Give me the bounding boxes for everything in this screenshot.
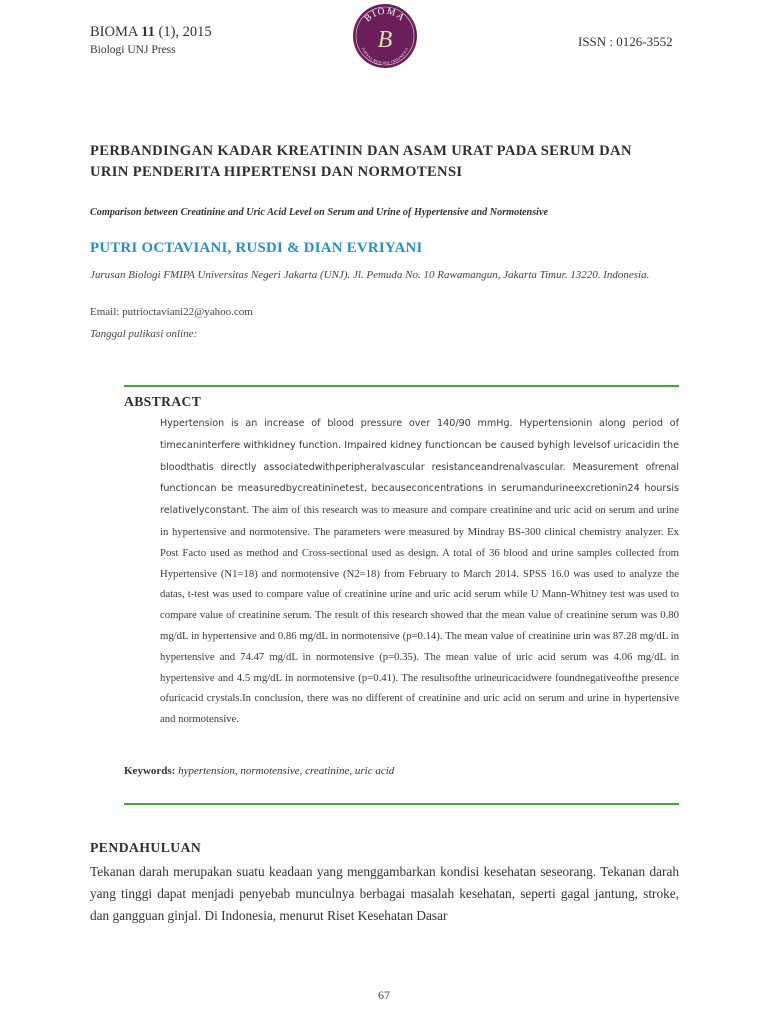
article-title-line-2: URIN PENDERITA HIPERTENSI DAN NORMOTENSI — [90, 164, 463, 180]
article-title-line-1: PERBANDINGAN KADAR KREATININ DAN ASAM URAT PADA SERUM DAN — [90, 143, 632, 159]
abstract-top-rule — [124, 385, 679, 387]
keywords-list: hypertension, normotensive, creatinine, uric acid — [178, 765, 395, 777]
keywords — [124, 765, 394, 777]
logo-ring-text: JURNAL BIOLOGI INDONESIA — [360, 46, 410, 66]
journal-name: BIOMA — [90, 24, 138, 40]
journal-citation — [90, 24, 212, 41]
issn: ISSN : 0126-3552 — [578, 34, 673, 49]
introduction-text: Tekanan darah merupakan suatu keadaan yang menggambarkan kondisi kesehatan seseorang. Tekanan darah yang tinggi dapat menjadi penyebab munculnya berbagai masalah kesehatan, seperti gagal jantung, stroke, dan gangguan ginjal. Di Indonesia, menurut Riset Kesehatan Dasar — [90, 864, 679, 923]
journal-logo — [352, 3, 418, 69]
keywords-label: Keywords: — [124, 765, 176, 777]
abstract-bottom-rule — [124, 803, 679, 805]
abstract-text-part-2: The aim of this research was to measure and compare creatinine and uric acid on serum and urine in hypertensive and normotensive. The parameters were measured by Mindray BS-300 clinical chemistry analyzer. Ex Post Facto used as method and Cross-sectional used as design. A total of 36 blood and urine samples collected from Hypertensive (N1=18) and normotensive (N2=18) from February to March 2014. SPSS 16.0 was used to analyze the datas, t-test was used to compare value of creatinine urine and uric acid serum while U Mann-Whitney test was used to compare value of creatinine serum. The result of this research showed that the mean value of creatinine serum was 0.80 mg/dL in hypertensive and 0.86 mg/dL in normotensive (p=0.14). The mean value of creatinine urin was 87.28 mg/dL in hypertensive and 74.47 mg/dL in normotensive (p=0.35). The mean value of uric acid serum was 4.06 mg/dL in hypertensive and 4.5 mg/dL in normotensive (p=0.41). The resultsofthe urineuricacidwere foundnegativeofthe presence ofuricacid crystals.In conclusion, there was no different of creatinine and uric acid on serum and urine in hypertensive and normotensive. — [160, 504, 679, 726]
publisher: Biologi UNJ Press — [90, 44, 176, 56]
introduction-heading: PENDAHULUAN — [90, 840, 202, 855]
logo-letter: B — [377, 27, 393, 53]
authors: PUTRI OCTAVIANI, RUSDI & DIAN EVRIYANI — [90, 240, 423, 256]
page-number: 67 — [378, 988, 390, 1002]
affiliation: Jurusan Biologi FMIPA Universitas Negeri Jakarta (UNJ). Jl. Pemuda No. 10 Rawamangun, Jakarta Timur. 13220. Indonesia. — [90, 269, 650, 281]
author-email[interactable]: Email: putrioctaviani22@yahoo.com — [90, 306, 253, 318]
abstract-heading: ABSTRACT — [124, 394, 202, 409]
abstract-text-part-1: Hypertension is an increase of blood pressure over 140/90 mmHg. Hypertensionin along period of timecaninterfere withkidney function. Impaired kidney functioncan be caused byhigh levelsof uricacidin the bloodthatis directly associatedwithperipheralvascular resistanceandrenalvascular. Measurement ofrenal functioncan be measuredbycreatininetest, becauseconcentrations in serumandurineexcretionin24 hoursis relativelyconstant. — [160, 418, 679, 517]
publication-date: Tanggal pulikasi online: — [90, 328, 198, 340]
logo-name-text: BIOMA — [362, 6, 407, 25]
article-title — [90, 141, 680, 183]
abstract-body — [160, 413, 679, 730]
journal-volume: 11 — [141, 24, 155, 40]
journal-issue-year: (1), 2015 — [158, 24, 212, 40]
article-subtitle: Comparison between Creatinine and Uric Acid Level on Serum and Urine of Hypertensive and Normotensive — [90, 207, 549, 218]
